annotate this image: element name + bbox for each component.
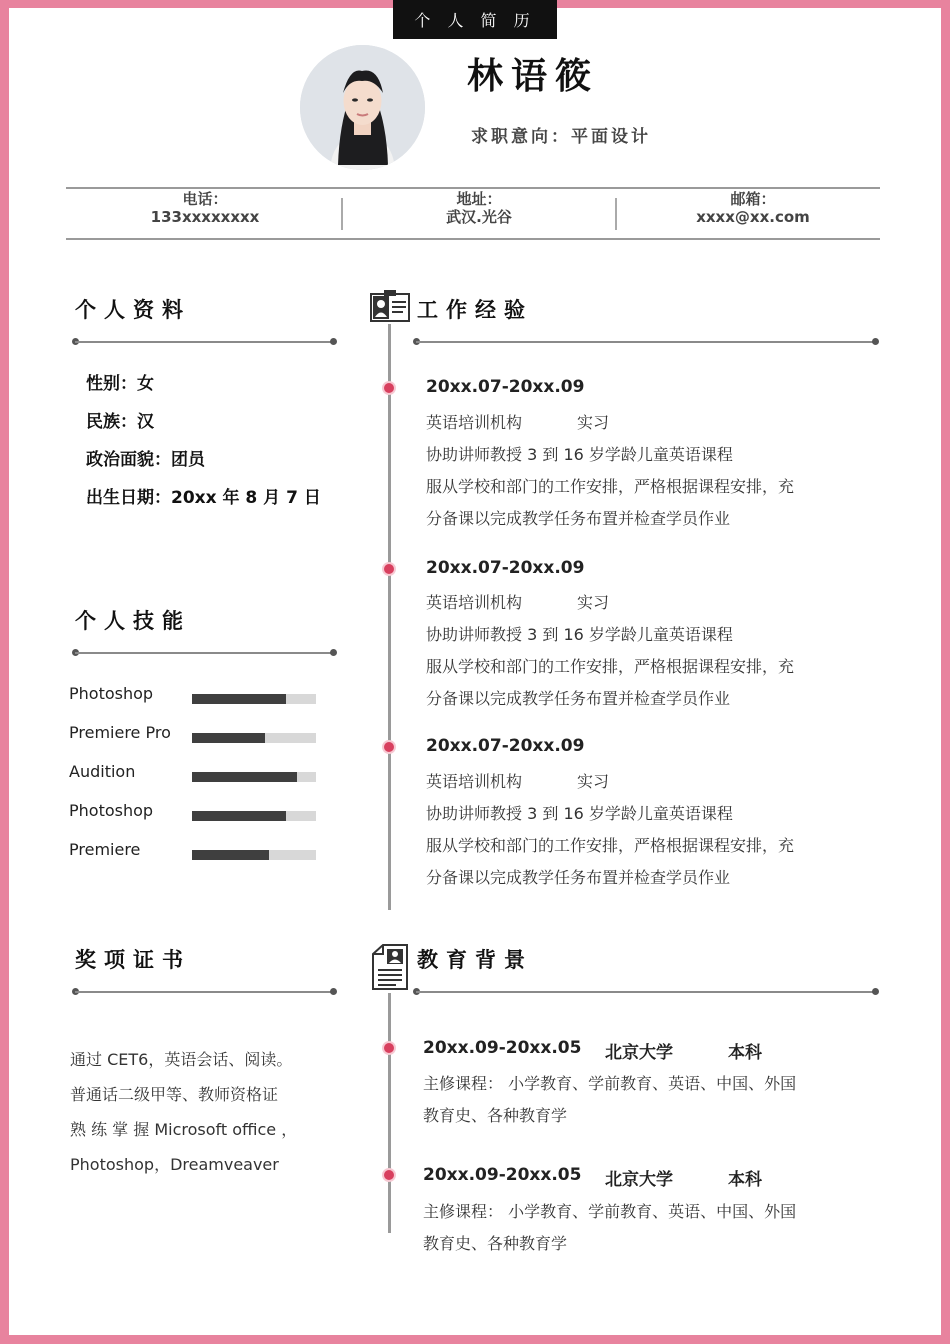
profile-section-title: 个人资料 [75,298,191,322]
rule-dot [872,988,879,995]
award-line: 熟 练 掌 握 Microsoft office ， [70,1120,298,1139]
edu-date: 20xx.09-20xx.05 [423,1038,582,1058]
job-org: 英语培训机构 [426,772,523,791]
phone-value: 133xxxxxxxx [150,208,260,226]
job-desc: 协助讲师教授 3 到 16 岁学龄儿童英语课程 [426,804,733,823]
timeline-dot [382,1168,396,1182]
edu-school: 北京大学 [605,1170,673,1190]
skill-bar-fill [192,694,286,704]
edu-date: 20xx.09-20xx.05 [423,1165,582,1185]
avatar [300,45,425,170]
skill-name: Premiere Pro [69,723,171,742]
job-desc: 分备课以完成教学任务布置并检查学员作业 [426,689,731,708]
skill-bar-fill [192,772,297,782]
profile-rule [75,341,333,343]
address-label: 地址： [456,190,502,208]
resume-page [9,8,941,1335]
skill-bar [192,772,316,782]
job-role: 实习 [577,593,610,612]
education-timeline-line [388,993,391,1233]
edu-degree: 本科 [728,1043,762,1063]
rule-dot [330,649,337,656]
job-role: 实习 [577,413,610,432]
award-line: 通过 CET6，英语会话、阅读。 [70,1050,293,1069]
awards-section-title: 奖项证书 [75,948,191,972]
job-desc: 分备课以完成教学任务布置并检查学员作业 [426,868,731,887]
email-value: xxxx@xx.com [696,208,810,226]
skill-bar-fill [192,733,265,743]
email-label: 邮箱： [730,190,776,208]
skill-bar [192,811,316,821]
id-badge-icon [370,289,410,329]
edu-degree: 本科 [728,1170,762,1190]
award-line: 普通话二级甲等、教师资格证 [70,1085,279,1104]
job-intent: 求职意向：平面设计 [471,127,651,147]
job-desc: 协助讲师教授 3 到 16 岁学龄儿童英语课程 [426,625,733,644]
contact-bottom-rule [66,238,880,240]
profile-political-status: 政治面貌：团员 [86,450,205,470]
address-value: 武汉.光谷 [446,208,512,226]
job-date: 20xx.07-20xx.09 [426,558,585,578]
avatar-portrait-icon [300,45,425,170]
work-section-title: 工作经验 [417,298,533,322]
resume-document-icon [371,944,411,984]
job-desc: 分备课以完成教学任务布置并检查学员作业 [426,509,731,528]
profile-ethnicity: 民族：汉 [86,412,154,432]
job-desc: 服从学校和部门的工作安排，严格根据课程安排，充 [426,836,795,855]
skill-bar-fill [192,811,286,821]
job-desc: 协助讲师教授 3 到 16 岁学龄儿童英语课程 [426,445,733,464]
candidate-name: 林语筱 [467,56,600,97]
work-timeline-line [388,324,391,910]
rule-dot [872,338,879,345]
timeline-dot [382,1041,396,1055]
resume-title-label: 个 人 简 历 [393,0,557,39]
skill-name: Premiere [69,840,141,859]
education-section-title: 教育背景 [417,948,533,972]
work-rule [416,341,875,343]
timeline-dot [382,740,396,754]
skill-bar [192,733,316,743]
profile-gender: 性别：女 [86,374,154,394]
timeline-dot [382,562,396,576]
job-date: 20xx.07-20xx.09 [426,736,585,756]
phone-label: 电话： [182,190,228,208]
edu-courses: 教育史、各种教育学 [423,1234,568,1253]
contact-address [343,190,615,232]
contact-phone [69,190,341,232]
rule-dot [330,988,337,995]
award-line: Photoshop，Dreamveaver [70,1155,279,1174]
edu-courses: 主修课程： 小学教育、学前教育、英语、中国、外国 [423,1202,797,1221]
profile-birthdate: 出生日期：20xx 年 8 月 7 日 [86,488,321,508]
skill-name: Photoshop [69,684,154,703]
skills-rule [75,652,333,654]
skills-section-title: 个人技能 [75,609,191,633]
skill-bar-fill [192,850,269,860]
edu-school: 北京大学 [605,1043,673,1063]
timeline-dot [382,381,396,395]
job-desc: 服从学校和部门的工作安排，严格根据课程安排，充 [426,657,795,676]
rule-dot [330,338,337,345]
education-rule [416,991,875,993]
skill-bar [192,850,316,860]
contact-top-rule [66,187,880,189]
skill-name: Photoshop [69,801,154,820]
contact-email [617,190,889,232]
job-desc: 服从学校和部门的工作安排，严格根据课程安排，充 [426,477,795,496]
skill-bar [192,694,316,704]
job-role: 实习 [577,772,610,791]
job-date: 20xx.07-20xx.09 [426,377,585,397]
awards-rule [75,991,333,993]
skill-name: Audition [69,762,136,781]
job-org: 英语培训机构 [426,413,523,432]
edu-courses: 教育史、各种教育学 [423,1106,568,1125]
edu-courses: 主修课程： 小学教育、学前教育、英语、中国、外国 [423,1074,797,1093]
job-org: 英语培训机构 [426,593,523,612]
